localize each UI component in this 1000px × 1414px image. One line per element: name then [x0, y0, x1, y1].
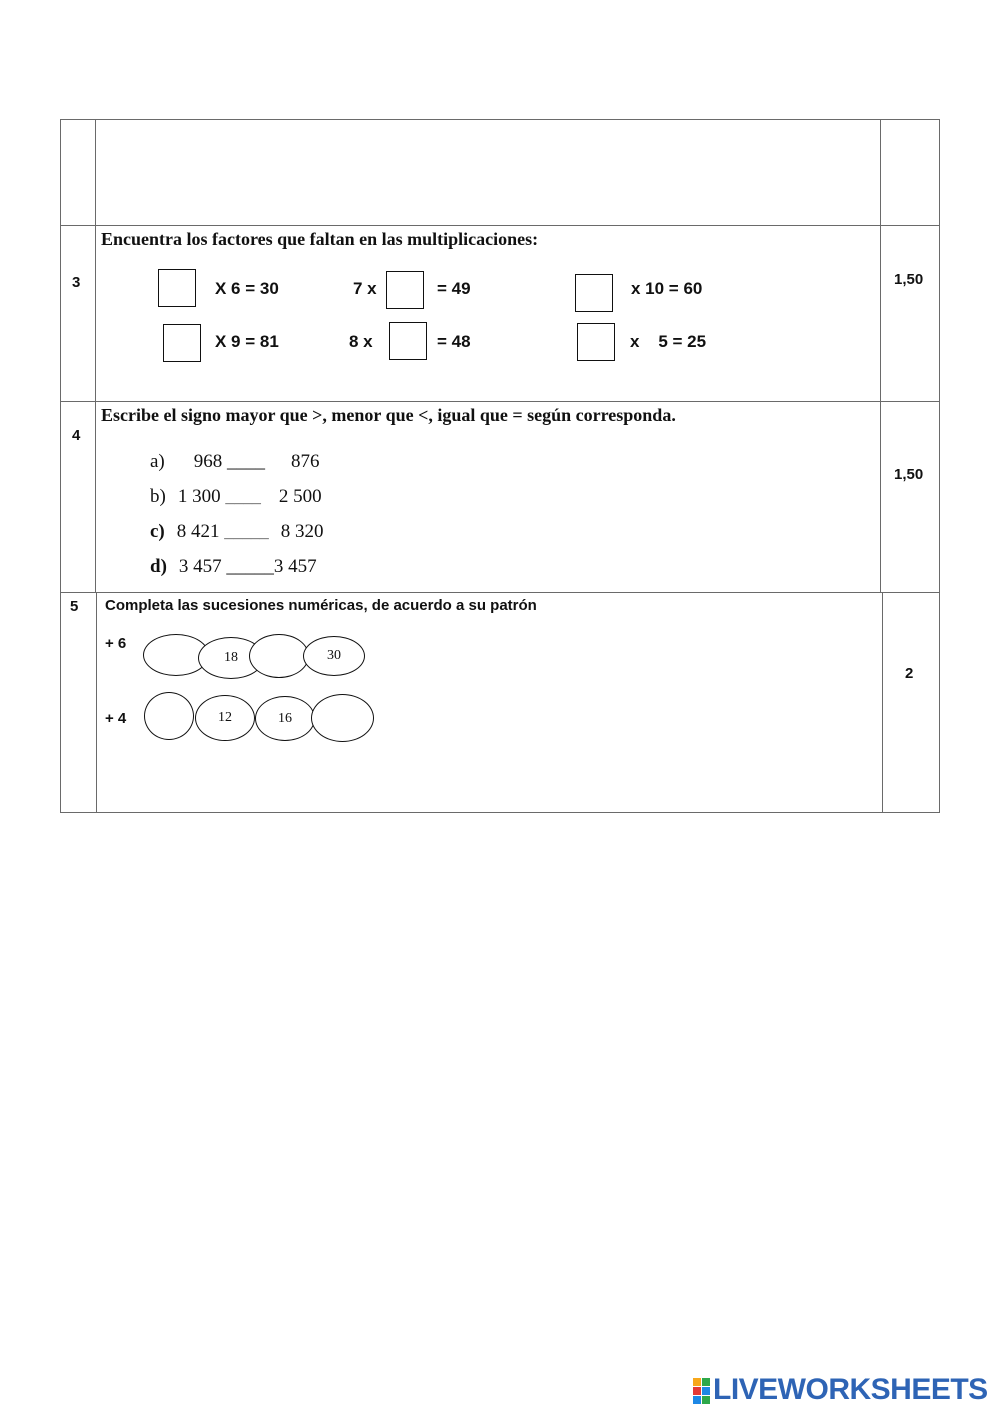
sequence-bubble: 16: [255, 696, 315, 741]
left-number: 3 457: [178, 556, 222, 577]
equation-text: = 48: [437, 332, 471, 351]
sequence-bubble[interactable]: [249, 634, 309, 678]
left-number: 1 300: [177, 486, 221, 507]
sequence-rule-label: + 6: [105, 635, 127, 652]
sequence-rule-label: + 4: [105, 710, 127, 727]
item-label: a): [150, 451, 165, 472]
answer-box[interactable]: [163, 324, 201, 362]
sequence-bubble: 12: [195, 695, 255, 741]
score: 2: [905, 665, 914, 682]
sequence-bubble[interactable]: [311, 694, 374, 742]
question-title: Encuentra los factores que faltan en las multiplicaciones:: [101, 229, 539, 249]
question-title: Completa las sucesiones numéricas, de acuerdo a su patrón: [105, 597, 537, 614]
question-title: Escribe el signo mayor que >, menor que <, igual que = según corresponda.: [101, 405, 676, 425]
answer-blank[interactable]: _____: [224, 524, 269, 541]
liveworksheets-logo: [693, 1373, 993, 1406]
score: 1,50: [894, 466, 924, 483]
item-label: d): [150, 556, 167, 577]
answer-box[interactable]: [577, 323, 615, 361]
item-label: b): [150, 486, 166, 507]
answer-blank[interactable]: ____: [227, 451, 266, 472]
sequence-bubble: 18: [198, 637, 264, 679]
answer-blank[interactable]: ____: [225, 489, 261, 506]
equation-text: = 49: [437, 279, 471, 298]
answer-blank[interactable]: _____: [226, 556, 274, 577]
logo-text: LIVEWORKSHEETS: [713, 1373, 988, 1406]
equation-text: 7 x: [353, 279, 377, 298]
answer-box[interactable]: [386, 271, 424, 309]
equation-text: x 5 = 25: [630, 332, 707, 351]
right-number: 8 320: [280, 521, 324, 542]
left-number: 8 421: [176, 521, 220, 542]
equation-text: 8 x: [349, 332, 373, 351]
right-number: 2 500: [278, 486, 322, 507]
question-number: 5: [70, 598, 79, 615]
equation-text: X 9 = 81: [215, 332, 279, 351]
item-label: c): [150, 521, 165, 542]
answer-box[interactable]: [575, 274, 613, 312]
answer-box[interactable]: [158, 269, 196, 307]
right-number: 3 457: [273, 556, 317, 577]
answer-box[interactable]: [389, 322, 427, 360]
question-number: 3: [72, 274, 81, 291]
right-number: 876: [291, 451, 320, 472]
question-number: 4: [72, 427, 81, 444]
equation-text: x 10 = 60: [631, 279, 703, 298]
sequence-bubble[interactable]: [144, 692, 194, 740]
equation-text: X 6 = 30: [215, 279, 279, 298]
comparison-item: [131, 534, 317, 600]
sequence-bubble: 30: [303, 636, 365, 676]
score: 1,50: [894, 271, 924, 288]
left-number: 968: [193, 451, 223, 472]
